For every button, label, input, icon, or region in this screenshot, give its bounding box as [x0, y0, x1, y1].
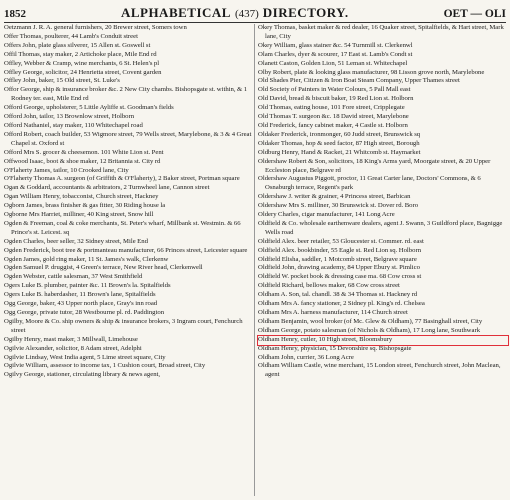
directory-entry: Offord Mrs S. grocer & cheesemon. 101 White Lion st. Pent: [4, 148, 164, 156]
directory-entry: Oldershaw Augustus Piggott, proctor, 11 Great Carter lane, Doctors' Commons, & 6 Osnaburgh terrace, Regent's park: [258, 175, 481, 192]
directory-entry: Oldburg Henry, Hand & Racket, 21 Whitcomb st. Haymarket: [258, 148, 421, 156]
highlighted-directory-entry: Oldham Henry, cutler, 10 High street, Bloomsbury: [258, 336, 508, 345]
directory-entry: Oldham John, currier, 36 Long Acre: [258, 353, 354, 361]
header-year: 1852: [4, 8, 26, 20]
directory-entry: Ogilvie Alexander, solicitor, 8 Adam street, Adelphi: [4, 344, 142, 352]
header-title-group: [121, 4, 349, 22]
header-section: DIRECTORY.: [262, 5, 349, 20]
directory-entry: Ogg George, private tutor, 28 Westbourne pl. rd. Paddington: [4, 309, 165, 316]
header-range: OET — OLI: [443, 8, 506, 20]
directory-entry: Oldham Henry, physician, 15 Devonshire sq. Bishopsgate: [258, 344, 412, 352]
directory-entry: Ogden Webster, cattle salesman, 37 West Smithfield: [4, 273, 143, 281]
directory-entry: Offord Nathaniel, stay maker, 110 Whitechapel road: [4, 121, 143, 129]
directory-entry: Ogden Frederick, boot tree & portmanteau manufacturer, 66 Princes street, Leicester square: [4, 246, 248, 254]
column-divider: [254, 24, 255, 496]
directory-entry: Oldfield Alex. beer retailer, 53 Gloucester st. Commer. rd. east: [258, 237, 424, 245]
directory-entry: Olam Charles, dyer & scourer, 17 East st. Lamb's Condt st: [258, 50, 413, 58]
directory-entry: Oldfield W. pocket book & dressing case ma. 68 Cow cross st: [258, 273, 422, 281]
directory-entry: Oldham Mrs A. fancy stationer, 2 Sidney pl. King's rd. Chelsea: [258, 300, 425, 308]
directory-entry: Olanett Caston, Golden Lion, 51 Leman st. Whitechapel: [258, 59, 408, 67]
directory-entry: Ogilvie William, assessor to income tax, 1 Cushion court, Broad street, City: [4, 362, 206, 370]
directory-entry: Ogden Samuel P. druggist, 4 Green's terrace, New River head, Clerkenwell: [4, 264, 203, 272]
directory-entry: Old David, bread & biscuit baker, 19 Red Lion st. Holborn: [258, 95, 414, 103]
directory-entry: Oldery Charles, cigar manufacturer, 141 Long Acre: [258, 211, 395, 219]
left-column: [4, 24, 254, 380]
directory-entry: Olby Robert, plate & looking glass manufacturer, 98 Lisson grove north, Marylebone: [258, 68, 485, 76]
directory-entry: Offley John, baker, 15 Old street, St. Luke's: [4, 77, 120, 85]
directory-entry: Ogilvie Lindsay, West India agent, 5 Lime street square, City: [4, 353, 166, 361]
directory-entry: Ogers Luke B. plumber, painter &c. 11 Brown's la. Spitalfields: [4, 282, 171, 290]
directory-entry: Okey William, glass stainer &c. 54 Turnmill st. Clerkenwl: [258, 41, 413, 49]
directory-entry: Oldham William Castle, wine merchant, 15 London street, Fenchurch street, John Maclean, agent: [258, 362, 501, 379]
page-header: [4, 4, 506, 23]
directory-entry: Oldershaw J. writer & grainer, 4 Princess street, Barbican: [258, 193, 411, 201]
directory-entry: Ogborne Mrs Harriet, milliner, 40 King street, Snow hill: [4, 211, 154, 219]
directory-entry: Offil Thomas, stay maker, 2 Artichoke place, Mile End rd: [4, 50, 157, 58]
directory-entry: Offwood Isaac, boot & shoe maker, 12 Britannia st. City rd: [4, 157, 161, 165]
header-title: ALPHABETICAL: [120, 5, 231, 20]
directory-entry: Old Society of Painters in Water Colours, 5 Pall Mall east: [258, 86, 411, 94]
directory-entry: Oldershaw Mrs S. milliner, 30 Brunswick st. Dover rd. Boro: [258, 202, 419, 210]
directory-entry: Ogilvy George, stationer, circulating library & news agent,: [4, 371, 161, 379]
directory-entry: Ogden Charles, beer seller, 32 Sidney street, Mile End: [4, 237, 148, 245]
header-page-number: (437): [234, 8, 259, 20]
directory-entry: Oldaker Thomas, hop & seed factor, 87 High street, Borough: [258, 139, 420, 147]
directory-entry: Old Thomas, eating house, 101 Fore street, Cripplegate: [258, 104, 405, 112]
directory-entry: Oldham A. Son, tal. chandl. 38 & 34 Thomas st. Hackney rd: [258, 291, 418, 299]
directory-entry: Oldfield Alex. bookbinder, 55 Eagle st. Red Lion sq. Holborn: [258, 246, 422, 254]
directory-entry: Ogilby, Moore & Co. ship owners & ship & insurance brokers, 3 Ingram court, Fenchurch street: [4, 317, 243, 334]
directory-entry: Ogden James, gold ring maker, 11 St. James's walk, Clerkenw: [4, 255, 169, 263]
directory-entry: Oldham Benjamin, wool broker (of Mc. Glew & Oldham), 77 Basinghall street, City: [258, 317, 483, 325]
right-column: [258, 24, 508, 380]
directory-entry: Old Thomas T. surgeon &c. 18 David street, Marylebone: [258, 113, 409, 121]
directory-entry: Offor George, ship & insurance broker &c. 2 New City chambs. Bishopsgate st. within, & 1 Rodney ter. east, Mile End rd: [4, 86, 248, 103]
directory-entry: O'Flaherty Thomas A. surgeon (of Griffith & O'Flaherty), 2 Baker street, Portman square: [4, 175, 240, 183]
directory-entry: Offley, Webber & Cramp, wine merchants, 6 St. Helen's pl: [4, 59, 160, 67]
directory-entry: Ogers Luke B. haberdasher, 11 Brown's lane, Spitalfields: [4, 291, 156, 299]
directory-entry: Old Frederick, fancy cabinet maker, 4 Castle st. Holborn: [258, 121, 408, 129]
directory-entry: Oldaker Frederick, ironmonger, 60 Judd street, Brunswick sq: [258, 130, 421, 138]
directory-entry: Oetzmann J. R. A. general furnishers, 20 Brewer street, Somers town: [4, 24, 187, 31]
directory-entry: O'Flaherty James, tailor, 10 Crooked lane, City: [4, 166, 129, 174]
directory-entry: Ogan & Goddard, accountants & arbitrators, 2 Turnwheel lane, Cannon street: [4, 184, 210, 192]
directory-entry: Offers John, plate glass silverer, 15 Allen st. Goswell st: [4, 41, 151, 49]
directory-entry: Ogborn James, brass finisher & gas fitter, 30 Riding house la: [4, 202, 166, 210]
directory-entry: Oldfield Elisha, saddler, 1 Motcomb street, Belgrave square: [258, 255, 417, 263]
directory-entry: Offord Robert, coach builder, 53 Wigmore street, 79 Wells street, Marylebone, & 3 & 4 Great Chapel st. Oxford st: [4, 130, 252, 147]
directory-entry: Oldfield Richard, bellows maker, 68 Cow cross street: [258, 282, 400, 290]
directory-entry: Oldfield John, drawing academy, 84 Upper Ebury st. Pimlico: [258, 264, 420, 272]
directory-entry: Offord George, upholsterer, 5 Little Ayliffe st. Goodman's fields: [4, 104, 174, 112]
directory-entry: Oldershaw Robert & Son, solicitors, 18 King's Arms yard, Moorgate street, & 20 Upper Eccleston place, Belgrave rd: [258, 157, 491, 174]
directory-entry: Oldham George, potato salesman (of Nichols & Oldham), 17 Long lane, Southwark: [258, 326, 481, 334]
directory-entry: Ogilby Henry, mast maker, 3 Millwall, Limehouse: [4, 335, 138, 343]
directory-entry: Old Shades Pier, Citizen & Iron Boat Steam Company, Upper Thames street: [258, 77, 460, 85]
directory-entry: Offley George, solicitor, 24 Henrietta street, Covent garden: [4, 68, 162, 76]
directory-entry: Offord John, tailor, 13 Brownlow street, Holborn: [4, 113, 135, 121]
directory-entry: Ogg George, baker, 43 Upper north place, Gray's inn road: [4, 300, 158, 308]
directory-entry: Oldfield & Co. wholesale earthenware dealers, agent J. Swann, 3 Guildford place, Bagnigge Wells road: [258, 219, 503, 236]
directory-entry: Oldham Mrs A. harness manufacturer, 114 Church street: [258, 309, 408, 316]
directory-entry: Okey Thomas, basket maker & red dealer, 16 Quaker street, Spitalfields, & Hart street, Mark lane, City: [258, 24, 504, 40]
directory-entry: Ogden & Freeman, coal & coke merchants, St. Peter's wharf, Millbank st. Westmin. & 66 Prince's st. Leicest. sq: [4, 219, 241, 236]
directory-entry: Ogan William Henry, tobacconist, Church street, Hackney: [4, 193, 159, 201]
directory-entry: Offer Thomas, poulterer, 44 Lamb's Conduit street: [4, 32, 138, 40]
